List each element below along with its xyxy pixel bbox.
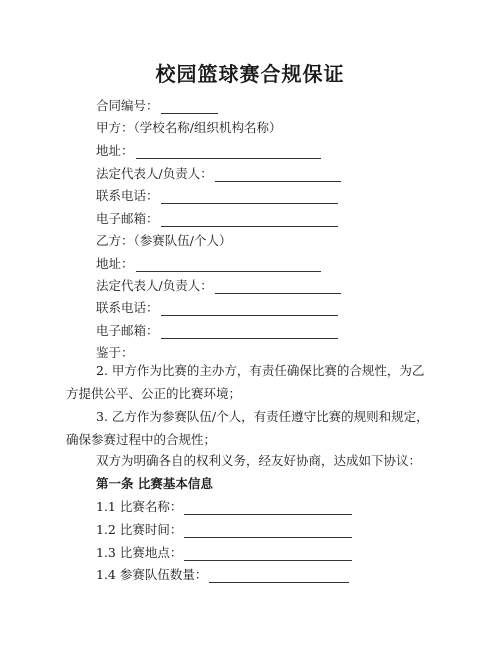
competition-time-blank[interactable] (184, 524, 352, 538)
party-b-email-label: 电子邮箱： (96, 323, 159, 338)
competition-time-label: 1.2 比赛时间： (96, 522, 183, 537)
party-a-email-label: 电子邮箱： (96, 211, 159, 226)
party-b-address-label: 地址： (96, 256, 134, 271)
party-b-email-blank[interactable] (161, 325, 338, 339)
competition-name-blank[interactable] (184, 501, 352, 515)
competition-venue-label: 1.3 比赛地点： (96, 545, 183, 560)
article-1-heading: 第一条 比赛基本信息 (96, 476, 213, 491)
party-b-address-blank[interactable] (136, 258, 321, 272)
party-b-rep-label: 法定代表人/负责人： (96, 278, 213, 293)
party-a-rep-blank[interactable] (215, 168, 341, 182)
party-b-rep-field (96, 276, 341, 294)
contract-number-field (96, 96, 218, 114)
party-a-phone-blank[interactable] (161, 190, 338, 204)
party-a-heading: 甲方：（学校名称/组织机构名称） (96, 120, 282, 135)
article-1-item (96, 520, 352, 538)
clause-3: 3. 乙方作为参赛队伍/个人，有责任遵守比赛的规则和规定，确保参赛过程中的合规性； (66, 409, 429, 447)
party-a-phone-label: 联系电话： (96, 188, 159, 203)
contract-number-blank[interactable] (161, 100, 218, 114)
team-count-blank[interactable] (209, 569, 349, 583)
whereas-label: 鉴于： (96, 345, 134, 360)
competition-name-label: 1.1 比赛名称： (96, 499, 183, 514)
team-count-label: 1.4 参赛队伍数量： (96, 567, 208, 582)
party-b-address-field (96, 254, 321, 272)
party-b-heading: 乙方：（参赛队伍/个人） (96, 233, 232, 248)
party-b-email-field (96, 321, 338, 339)
party-a-address-label: 地址： (96, 143, 134, 158)
party-b-phone-label: 联系电话： (96, 300, 159, 315)
party-a-email-blank[interactable] (161, 213, 338, 227)
article-1-item (96, 543, 352, 561)
article-1-item (96, 497, 352, 515)
competition-venue-blank[interactable] (184, 547, 352, 561)
agreement-statement: 双方为明确各自的权利义务，经友好协商，达成如下协议： (96, 453, 422, 468)
article-1-item (96, 565, 349, 583)
clause-2: 2. 甲方作为比赛的主办方，有责任确保比赛的合规性，为乙方提供公平、公正的比赛环境； (66, 363, 425, 401)
party-b-phone-field (96, 298, 338, 316)
party-b-rep-blank[interactable] (215, 280, 341, 294)
document-title: 校园篮球赛合规保证 (155, 62, 345, 86)
party-a-rep-label: 法定代表人/负责人： (96, 166, 213, 181)
contract-number-label: 合同编号： (96, 98, 159, 113)
party-b-phone-blank[interactable] (161, 302, 338, 316)
party-a-address-blank[interactable] (136, 145, 321, 159)
party-a-address-field (96, 141, 321, 159)
party-a-email-field (96, 209, 338, 227)
party-a-phone-field (96, 186, 338, 204)
party-a-rep-field (96, 164, 341, 182)
